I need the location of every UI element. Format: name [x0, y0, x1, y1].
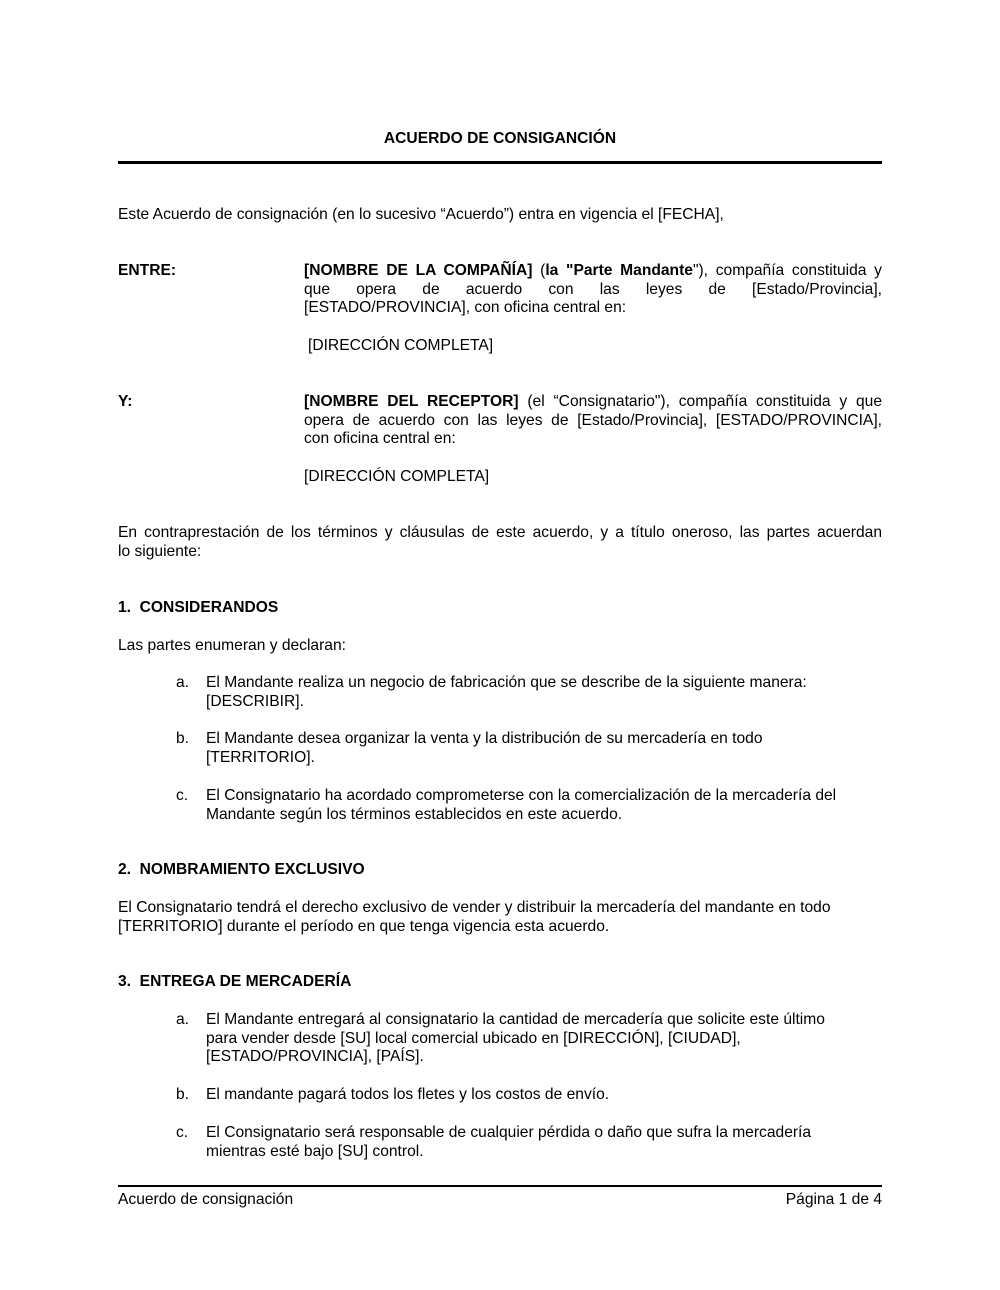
line: El Consignatario será responsable de cualquier pérdida o daño que sufra la mercadería	[206, 1124, 812, 1141]
list-marker: a.	[176, 674, 190, 691]
line: [TERRITORIO].	[206, 748, 315, 766]
y-label: Y:	[118, 393, 133, 410]
entre-party	[304, 262, 882, 318]
line: para vender desde [SU] local comercial ubicado en [DIRECCIÓN], [CIUDAD],	[206, 1029, 741, 1047]
list-item	[206, 730, 763, 767]
line: opera de acuerdo con las leyes de [Estado/Provincia], [ESTADO/PROVINCIA],	[304, 411, 882, 429]
list-item	[206, 1011, 825, 1067]
y-party	[304, 393, 882, 449]
list-item	[206, 787, 836, 824]
consideration-paragraph	[118, 524, 882, 561]
footer-rule	[118, 1185, 882, 1187]
list-item	[206, 1086, 609, 1105]
line: El mandante pagará todos los fletes y los costos de envío.	[206, 1086, 610, 1103]
intro-paragraph: Este Acuerdo de consignación (en lo sucesivo “Acuerdo”) entra en vigencia el [FECHA],	[118, 206, 724, 223]
list-marker: c.	[176, 787, 189, 804]
line: [DESCRIBIR].	[206, 692, 304, 710]
section-3-heading: 3. ENTREGA DE MERCADERÍA	[118, 973, 352, 990]
text: "), compañía constituida y	[692, 262, 882, 279]
line: lo siguiente:	[118, 542, 202, 560]
line: El Mandante realiza un negocio de fabricación que se describe de la siguiente manera:	[206, 674, 807, 691]
entre-label: ENTRE:	[118, 262, 177, 279]
line: mientras esté bajo [SU] control.	[206, 1142, 424, 1160]
line: El Mandante entregará al consignatario la cantidad de mercadería que solicite este último	[206, 1011, 825, 1028]
line: [TERRITORIO] durante el período en que tenga vigencia esta acuerdo.	[118, 917, 610, 935]
section-2-heading: 2. NOMBRAMIENTO EXCLUSIVO	[118, 861, 365, 878]
list-marker: c.	[176, 1124, 189, 1141]
line: En contraprestación de los términos y cláusulas de este acuerdo, y a título oneroso, las partes acuerdan	[118, 524, 882, 541]
title-rule	[118, 161, 882, 164]
text: (	[532, 262, 546, 279]
receiver-name: [NOMBRE DEL RECEPTOR]	[304, 393, 519, 410]
list-item	[206, 1124, 811, 1161]
list-item	[206, 674, 807, 711]
text: (el “Consignatario"), compañía constituida y que	[518, 393, 882, 410]
company-name: [NOMBRE DE LA COMPAÑÍA]	[304, 262, 533, 279]
line: El Consignatario tendrá el derecho exclusivo de vender y distribuir la mercadería del mandante en todo	[118, 899, 831, 916]
line: [ESTADO/PROVINCIA], [PAÍS].	[206, 1048, 424, 1066]
footer-title: Acuerdo de consignación	[118, 1191, 294, 1208]
y-address: [DIRECCIÓN COMPLETA]	[304, 468, 490, 485]
list-marker: b.	[176, 730, 190, 747]
list-marker: b.	[176, 1086, 190, 1103]
line: El Consignatario ha acordado comprometerse con la comercialización de la mercadería del	[206, 787, 837, 804]
line: que opera de acuerdo con las leyes de [Estado/Provincia],	[304, 280, 882, 298]
section-1-heading: 1. CONSIDERANDOS	[118, 599, 279, 616]
list-marker: a.	[176, 1011, 190, 1028]
line: El Mandante desea organizar la venta y la distribución de su mercadería en todo	[206, 730, 763, 747]
page-number: Página 1 de 4	[785, 1191, 882, 1208]
role: la "Parte Mandante	[545, 262, 693, 279]
section-2-paragraph	[118, 899, 882, 936]
line: con oficina central en:	[304, 430, 456, 448]
section-1-intro: Las partes enumeran y declaran:	[118, 637, 346, 654]
document-title: ACUERDO DE CONSIGANCIÓN	[383, 130, 617, 147]
line: Mandante según los términos establecidos en este acuerdo.	[206, 805, 623, 823]
entre-address: [DIRECCIÓN COMPLETA]	[308, 337, 494, 354]
line: [ESTADO/PROVINCIA], con oficina central en:	[304, 299, 627, 317]
